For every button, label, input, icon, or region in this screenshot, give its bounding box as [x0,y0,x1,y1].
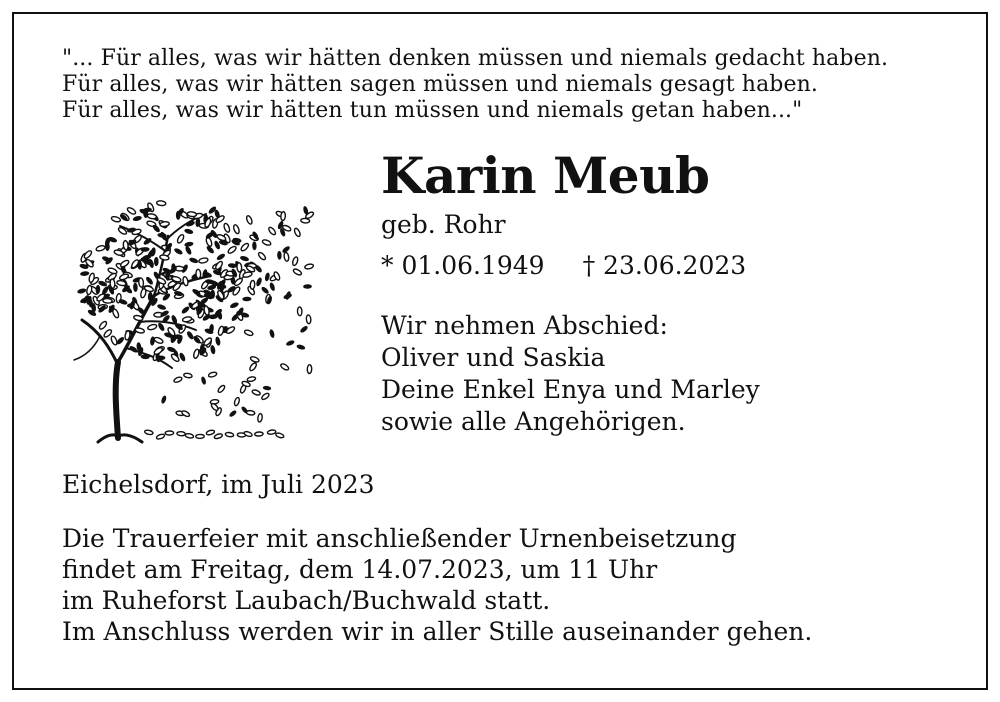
windblown-tree-icon [60,180,320,450]
mourners-list [381,310,760,438]
mourners-intro: Wir nehmen Abschied: [381,311,668,340]
ceremony-line: im Ruheforst Laubach/Buchwald statt. [62,586,551,615]
birth-date: * 01.06.1949 [381,251,545,280]
ceremony-line: Im Anschluss werden wir in aller Stille auseinander gehen. [62,617,813,646]
ceremony-line: Die Trauerfeier mit anschließender Urnenbeisetzung [62,524,737,553]
quote-line: "... Für alles, was wir hätten denken müssen und niemals gedacht haben. [62,46,889,71]
place-and-date: Eichelsdorf, im Juli 2023 [62,470,375,499]
quote-line: Für alles, was wir hätten tun müssen und niemals getan haben..." [62,98,803,123]
death-date: † 23.06.2023 [582,251,747,280]
mourner-line: Deine Enkel Enya und Marley [381,375,760,404]
ceremony-line: findet am Freitag, dem 14.07.2023, um 11 Uhr [62,555,658,584]
quote-line: Für alles, was wir hätten sagen müssen und niemals gesagt haben. [62,72,818,97]
life-dates [381,250,746,282]
ceremony-info [62,523,812,647]
mourner-line: Oliver und Saskia [381,343,606,372]
memorial-quote [62,46,888,124]
maiden-name: geb. Rohr [381,210,506,239]
mourner-line: sowie alle Angehörigen. [381,407,686,436]
deceased-name: Karin Meub [381,146,710,205]
